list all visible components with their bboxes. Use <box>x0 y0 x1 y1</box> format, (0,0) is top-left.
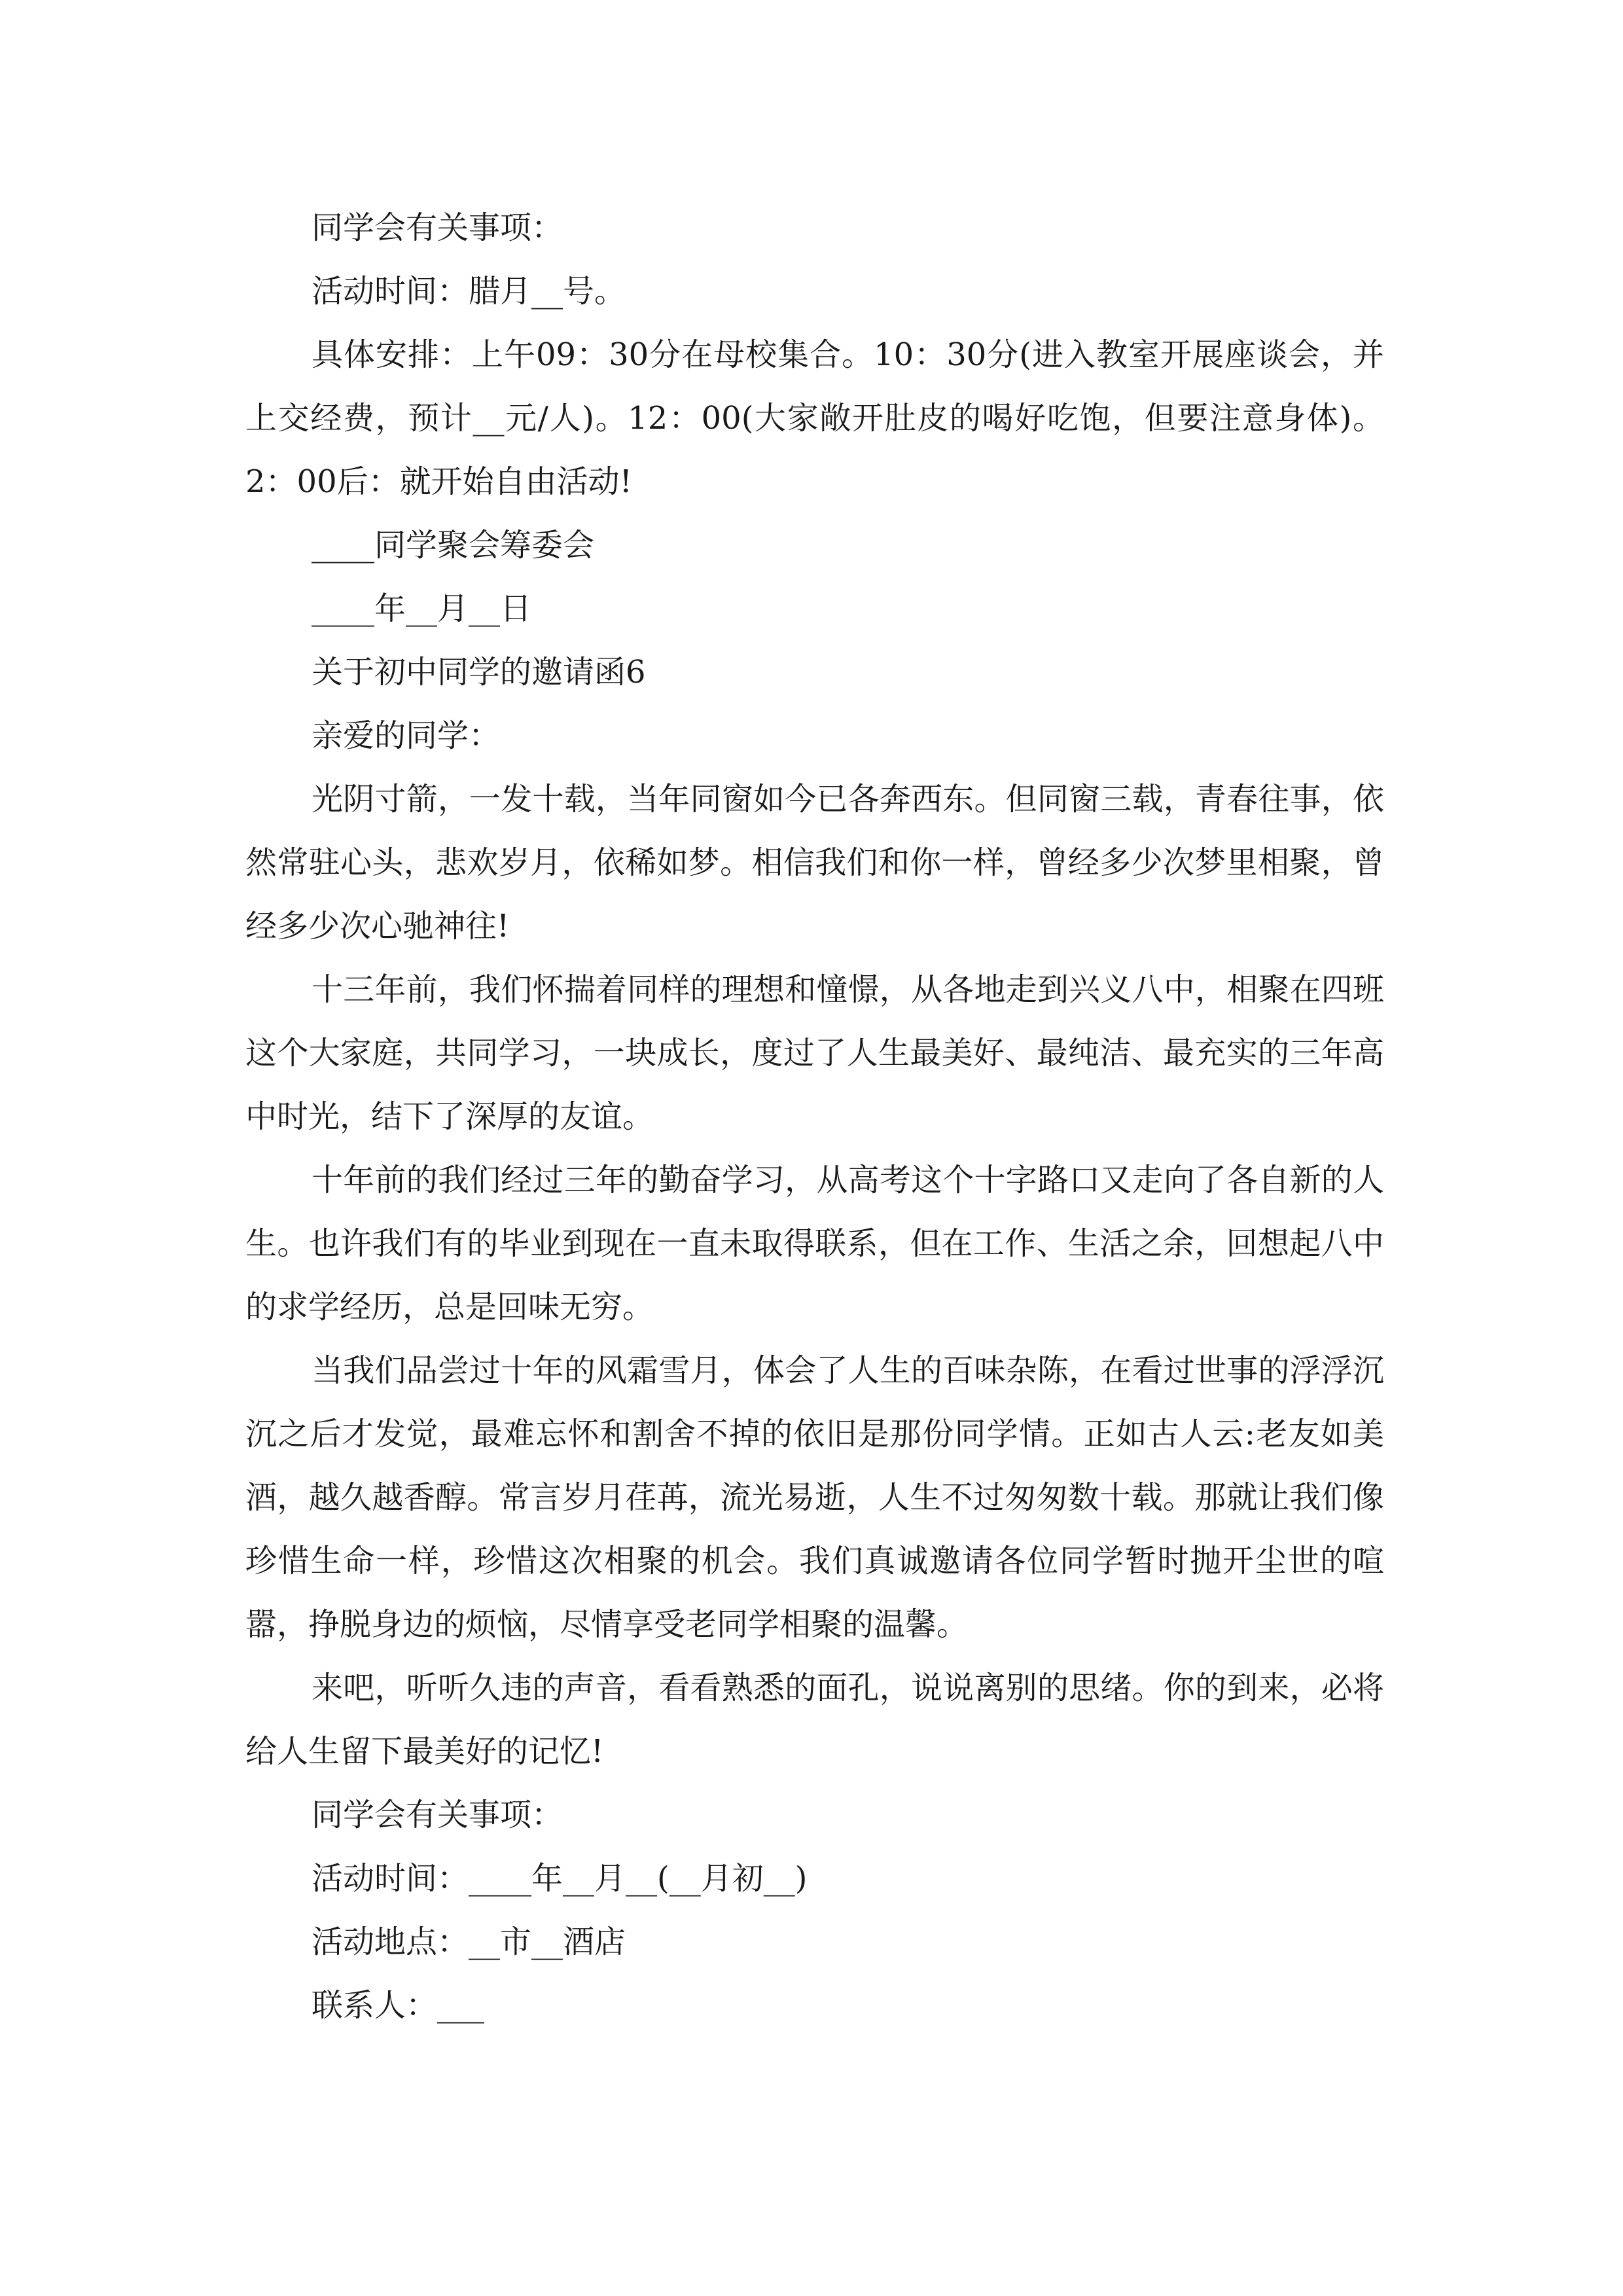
body-paragraph: 当我们品尝过十年的风霜雪月，体会了人生的百味杂陈，在看过世事的浮浮沉沉之后才发觉，最难忘怀和割舍不掉的依旧是那份同学情。正如古人云:老友如美酒，越久越香醇。常言岁月荏苒，流光易逝，人生不过匆匆数十载。那就让我们像珍惜生命一样，珍惜这次相聚的机会。我们真诚邀请各位同学暂时抛开尘世的喧嚣，挣脱身边的烦恼，尽情享受老同学相聚的温馨。 <box>245 1352 1384 1643</box>
body-paragraph: 十年前的我们经过三年的勤奋学习，从高考这个十字路口又走向了各自新的人生。也许我们有的毕业到现在一直未取得联系，但在工作、生活之余，回想起八中的求学经历，总是回味无穷。 <box>245 1162 1384 1325</box>
schedule-paragraph: 具体安排：上午09：30分在母校集合。10：30分(进入教室开展座谈会，并上交经费，预计__元/人)。12：00(大家敞开肚皮的喝好吃饱，但要注意身体)。2：00后：就开始自由活动! <box>245 336 1384 500</box>
document-body <box>245 196 1384 2037</box>
letter-title: 关于初中同学的邀请函6 <box>312 654 646 691</box>
contact-person: 联系人：___ <box>312 1987 485 2024</box>
body-paragraph: 光阴寸箭，一发十载，当年同窗如今已各奔西东。但同窗三载，青春往事，依然常驻心头，悲欢岁月，依稀如梦。相信我们和你一样，曾经多少次梦里相聚，曾经多少次心驰神往! <box>245 781 1384 944</box>
section-heading: 同学会有关事项： <box>312 1797 563 1833</box>
signature-date: ____年__月__日 <box>312 590 532 627</box>
event-time: 活动时间：____年__月__(__月初__) <box>312 1860 808 1897</box>
event-location: 活动地点：__市__酒店 <box>312 1924 626 1960</box>
event-time: 活动时间：腊月__号。 <box>312 273 626 310</box>
body-paragraph: 来吧，听听久违的声音，看看熟悉的面孔，说说离别的思绪。你的到来，必将给人生留下最美好的记忆! <box>245 1670 1384 1770</box>
body-paragraph: 十三年前，我们怀揣着同样的理想和憧憬，从各地走到兴义八中，相聚在四班这个大家庭，共同学习，一块成长，度过了人生最美好、最纯洁、最充实的三年高中时光，结下了深厚的友谊。 <box>245 971 1384 1135</box>
salutation: 亲爱的同学： <box>312 717 501 754</box>
section-heading: 同学会有关事项： <box>312 209 563 246</box>
organizer-signature: ____同学聚会筹委会 <box>312 527 595 564</box>
